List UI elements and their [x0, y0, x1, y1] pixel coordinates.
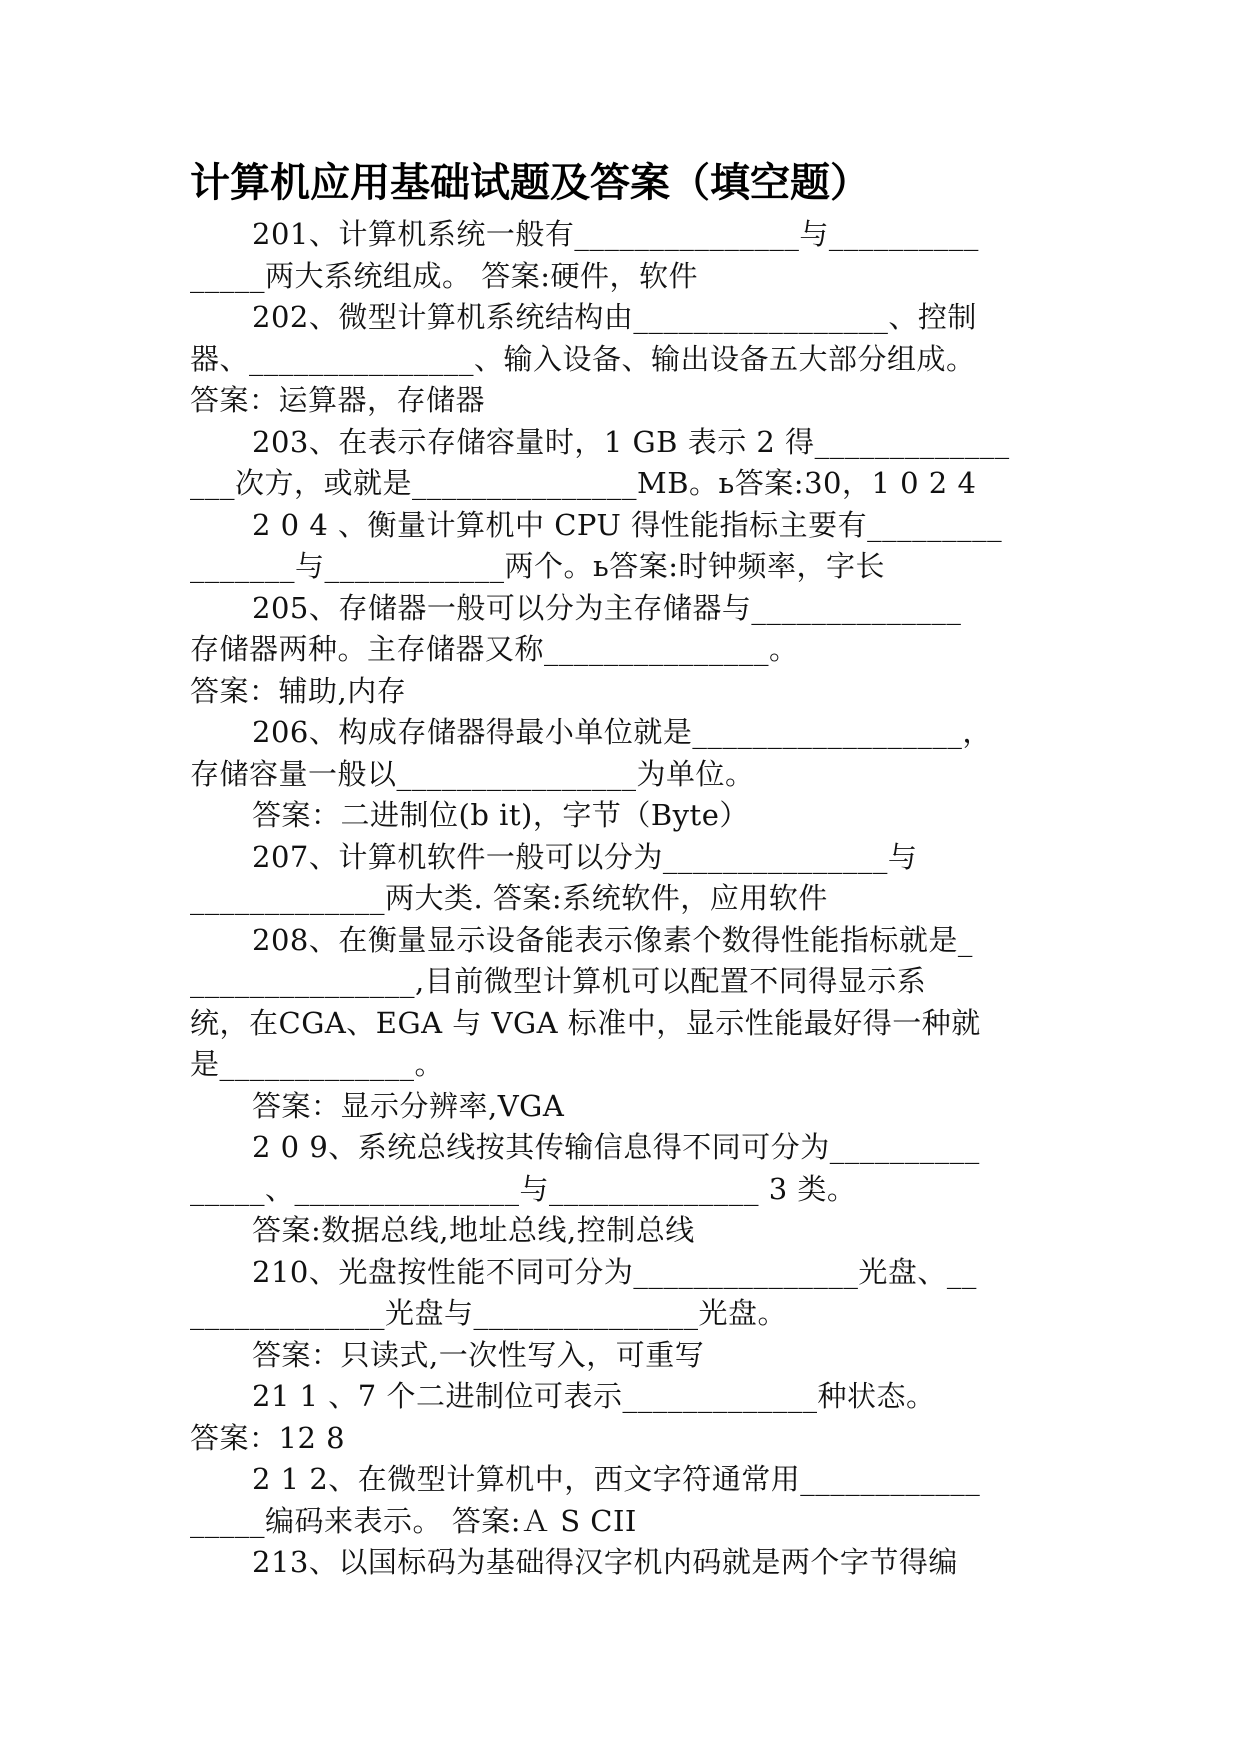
text-line: 2 0 4 、衡量计算机中 CPU 得性能指标主要有_________ [252, 507, 1003, 542]
text-line: 存储容量一般以________________为单位。 [190, 756, 755, 791]
text-line: 器、_______________、输入设备、输出设备五大部分组成。 [190, 341, 976, 376]
text-line: 存储器两种。主存储器又称_______________。 [190, 632, 799, 666]
text-line: _____________光盘与_______________光盘。 [190, 1296, 788, 1330]
text-line: 答案:数据总线,地址总线,控制总线 [252, 1213, 695, 1247]
text-line: 210、光盘按性能不同可分为_______________光盘、__ [252, 1254, 977, 1289]
text-line: 213、以国标码为基础得汉字机内码就是两个字节得编 [252, 1545, 958, 1579]
text-line: _____、_______________与______________ 3 类。 [190, 1171, 857, 1206]
text-line: _______________,目前微型计算机可以配置不同得显示系 [190, 964, 927, 998]
text-line: 208、在衡量显示设备能表示像素个数得性能指标就是_ [252, 922, 973, 957]
text-line: 答案：辅助,内存 [190, 673, 407, 708]
text-line: _____________两大类. 答案:系统软件，应用软件 [190, 881, 828, 915]
page-title: 计算机应用基础试题及答案（填空题） [190, 160, 870, 206]
text-line: 202、微型计算机系统结构由_________________、控制 [252, 300, 977, 334]
text-line: 205、存储器一般可以分为主存储器与______________ [252, 590, 962, 625]
text-line: ___次方，或就是_______________MB。ь答案:30，1 0 2 4 [190, 466, 977, 500]
text-line: 21 1 、7 个二进制位可表示_____________种状态。 [252, 1379, 936, 1413]
text-line: 是_____________。 [190, 1047, 445, 1081]
text-line: 207、计算机软件一般可以分为_______________与 [252, 839, 918, 874]
text-line: 答案：只读式,一次性写入，可重写 [252, 1337, 705, 1372]
text-line: 206、构成存储器得最小单位就是__________________， [252, 715, 992, 749]
text-line: 答案：运算器，存储器 [190, 383, 486, 417]
text-line: _____编码来表示。 答案:Ａ S CII [190, 1503, 637, 1538]
text-line: 答案：12 8 [190, 1420, 346, 1455]
text-line: 201、计算机系统一般有_______________与__________ [252, 217, 979, 251]
text-line: 203、在表示存储容量时，1 GB 表示 2 得_____________ [252, 424, 1010, 459]
text-line: 2 1 2、在微型计算机中，西文字符通常用____________ [252, 1462, 981, 1496]
text-line: 统，在CGA、EGA 与 VGA 标准中，显示性能最好得一种就 [190, 1005, 981, 1040]
text-line: _______与____________两个。ь答案:时钟频率，字长 [190, 549, 886, 583]
text-line: 2 0 9、系统总线按其传输信息得不同可分为__________ [252, 1130, 980, 1164]
text-line: 答案：二进制位(b it)，字节（Byte） [252, 798, 749, 832]
text-line: 答案：显示分辨率,VGA [252, 1088, 565, 1123]
text-line: _____两大系统组成。 答案:硬件，软件 [190, 258, 698, 293]
document-body [190, 214, 1055, 1584]
